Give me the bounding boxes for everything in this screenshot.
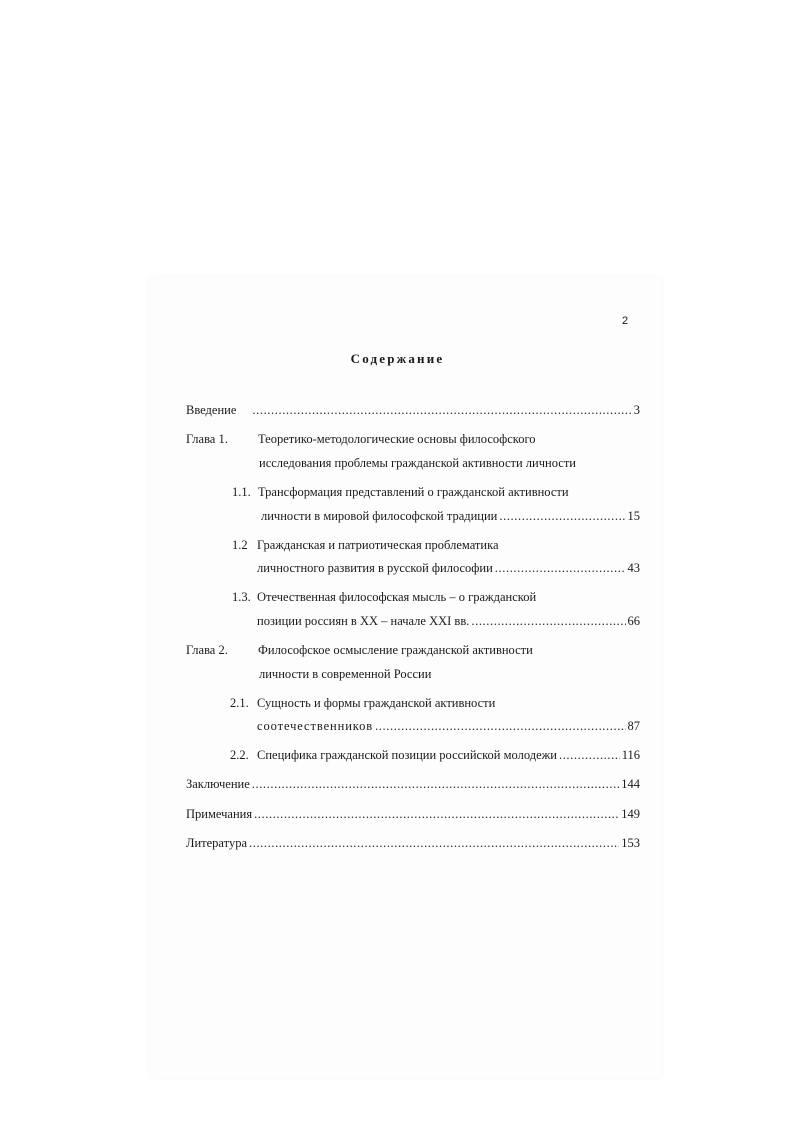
- section-title-line: личностного развития в русской философии: [257, 561, 493, 575]
- leader-dots: [499, 508, 625, 524]
- toc-entry-conclusion[interactable]: [186, 776, 640, 792]
- toc-entry-title: Введение: [186, 403, 237, 417]
- toc-page-number: 153: [621, 836, 640, 850]
- chapter-title-line[interactable]: Философское осмысление гражданской активности: [258, 643, 533, 657]
- leader-dots: [252, 402, 631, 418]
- chapter-label: Глава 1.: [186, 432, 228, 446]
- section-title-line: Специфика гражданской позиции российской молодежи: [257, 748, 557, 762]
- chapter-title-line[interactable]: Теоретико-методологические основы философского: [258, 432, 536, 446]
- section-title-line[interactable]: Гражданская и патриотическая проблематика: [257, 538, 499, 552]
- leader-dots: [471, 613, 625, 629]
- section-number: 2.1.: [230, 696, 249, 710]
- section-title-line: позиции россиян в XX – начале XXI вв.: [257, 614, 470, 628]
- toc-page-number: 144: [621, 777, 640, 791]
- toc-page-number: 149: [621, 807, 640, 821]
- toc-page-number: 66: [627, 614, 640, 628]
- section-title-line[interactable]: Сущность и формы гражданской активности: [257, 696, 496, 710]
- toc-entry-section[interactable]: [257, 718, 640, 734]
- page-number: 2: [622, 315, 629, 327]
- section-title-line[interactable]: Трансформация представлений о гражданской активности: [258, 485, 569, 499]
- toc-entry-title: Литература: [186, 836, 247, 850]
- toc-page-number: 87: [627, 719, 640, 733]
- toc-entry-intro[interactable]: [186, 402, 640, 418]
- toc-entry-literature[interactable]: [186, 835, 640, 851]
- toc-page-number: 116: [621, 748, 640, 762]
- section-number: 2.2.: [230, 748, 249, 762]
- toc-page-number: 43: [627, 561, 640, 575]
- section-number: 1.1.: [232, 485, 251, 499]
- toc-entry-title: Заключение: [186, 777, 250, 791]
- toc-page-number: 15: [627, 509, 640, 523]
- leader-dots: [559, 747, 620, 763]
- leader-dots: [495, 560, 626, 576]
- toc-page-number: 3: [633, 403, 640, 417]
- toc-entry-title: Примечания: [186, 807, 253, 821]
- toc-entry-section[interactable]: [261, 508, 640, 524]
- section-number: 1.2: [232, 538, 248, 552]
- section-title-line: соотечественников: [257, 719, 374, 733]
- section-number: 1.3.: [232, 590, 251, 604]
- leader-dots: [252, 776, 620, 792]
- toc-entry-section[interactable]: [257, 613, 640, 629]
- leader-dots: [375, 718, 625, 734]
- leader-dots: [249, 835, 619, 851]
- toc-entry-notes[interactable]: [186, 806, 640, 822]
- chapter-label: Глава 2.: [186, 643, 228, 657]
- section-title-line[interactable]: Отечественная философская мысль – о гражданской: [257, 590, 537, 604]
- chapter-title-line[interactable]: исследования проблемы гражданской активности личности: [259, 456, 576, 470]
- chapter-title-line[interactable]: личности в современной России: [259, 667, 432, 681]
- leader-dots: [254, 806, 619, 822]
- toc-entry-section[interactable]: [257, 747, 640, 763]
- section-title-line: личности в мировой философской традиции: [261, 509, 498, 523]
- page-title: Содержание: [350, 351, 445, 366]
- toc-entry-section[interactable]: [257, 560, 640, 576]
